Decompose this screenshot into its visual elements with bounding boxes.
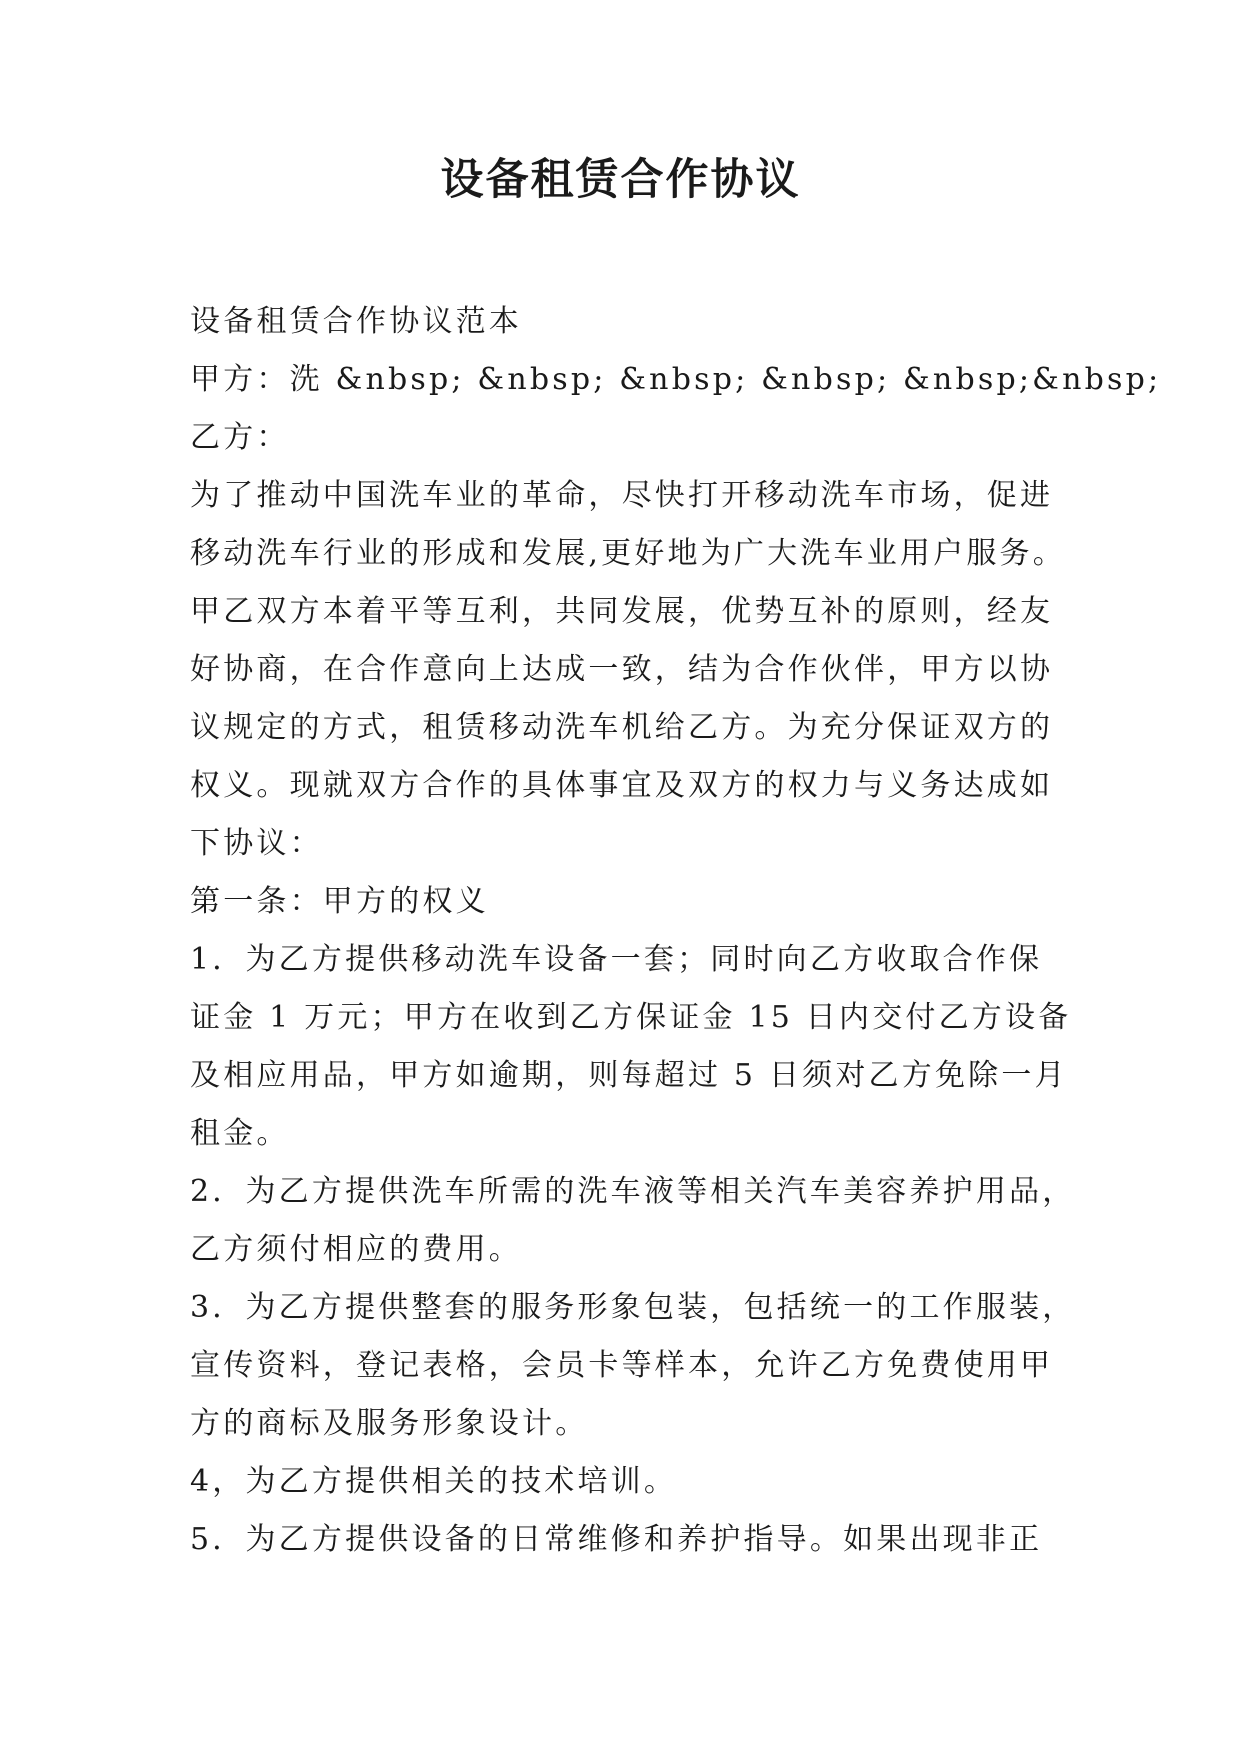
paragraph-line: 2．为乙方提供洗车所需的洗车液等相关汽车美容养护用品， [190,1174,1076,1209]
paragraph-line: 租金。 [190,1116,290,1151]
paragraph-line: 方的商标及服务形象设计。 [190,1406,589,1441]
paragraph-line: 移动洗车行业的形成和发展,更好地为广大洗车业用户服务。 [190,536,1066,571]
paragraph-line: 1．为乙方提供移动洗车设备一套；同时向乙方收取合作保 [190,942,1043,977]
paragraph-line: 好协商，在合作意向上达成一致，结为合作伙伴，甲方以协 [190,652,1054,687]
paragraph-line: 甲方：洗 &nbsp; &nbsp; &nbsp; &nbsp; &nbsp;&nbsp; [190,362,1162,397]
paragraph-line: 乙方： [190,420,290,455]
paragraph-line: 为了推动中国洗车业的革命，尽快打开移动洗车市场，促进 [190,478,1054,513]
paragraph-line: 甲乙双方本着平等互利，共同发展，优势互补的原则，经友 [190,594,1054,629]
paragraph-line: 5．为乙方提供设备的日常维修和养护指导。如果出现非正 [190,1522,1043,1557]
paragraph-line: 下协议： [190,826,323,861]
paragraph-line: 及相应用品，甲方如逾期，则每超过 5 日须对乙方免除一月 [190,1058,1068,1093]
paragraph-line: 议规定的方式，租赁移动洗车机给乙方。为充分保证双方的 [190,710,1054,745]
paragraph-line: 3．为乙方提供整套的服务形象包装，包括统一的工作服装， [190,1290,1076,1325]
document-body [190,293,1162,1569]
paragraph-line: 乙方须付相应的费用。 [190,1232,522,1267]
section-heading: 第一条：甲方的权义 [190,884,489,919]
paragraph-line: 宣传资料，登记表格，会员卡等样本，允许乙方免费使用甲 [190,1348,1054,1383]
paragraph-line: 权义。现就双方合作的具体事宜及双方的权力与义务达成如 [190,768,1054,803]
paragraph-line: 证金 1 万元；甲方在收到乙方保证金 15 日内交付乙方设备 [190,1000,1072,1035]
paragraph-line: 4，为乙方提供相关的技术培训。 [190,1464,678,1499]
document-title: 设备租赁合作协议 [440,155,801,205]
paragraph-line: 设备租赁合作协议范本 [190,304,522,339]
